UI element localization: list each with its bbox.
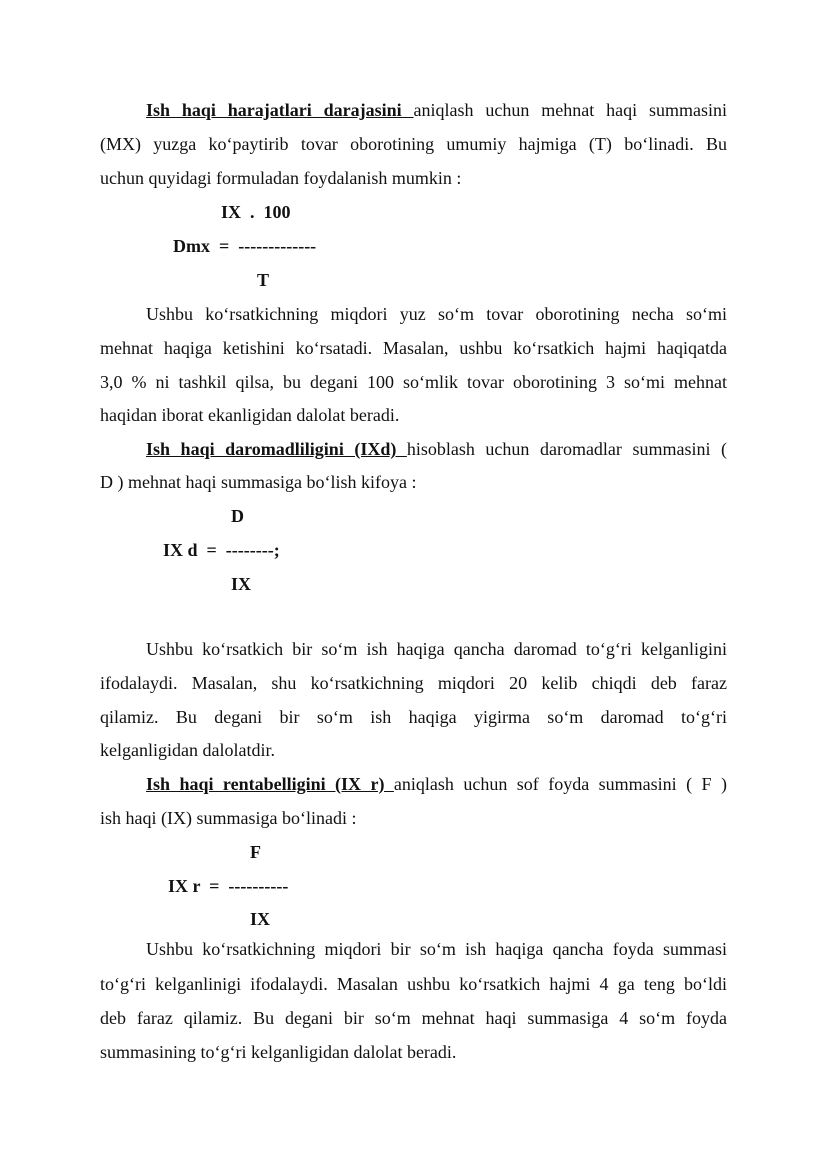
formula-3-denominator: IX bbox=[250, 909, 271, 929]
formula-1-denominator: T bbox=[257, 270, 270, 290]
paragraph-5-line-1: Ish haqi rentabelligini (IX r) aniqlash uchun sof foyda summasini ( F ) bbox=[146, 774, 727, 794]
formula-3-equation: IX r = ---------- bbox=[168, 876, 289, 896]
formula-1-equation: Dmx = ------------- bbox=[173, 236, 317, 256]
paragraph-4-line-3: qilamiz. Bu degani bir so‘m ish haqiga yigirma so‘m daromad to‘g‘ri bbox=[100, 707, 727, 727]
paragraph-6-line-3: deb faraz qilamiz. Bu degani bir so‘m mehnat haqi summasiga 4 so‘m foyda bbox=[100, 1008, 727, 1028]
paragraph-3-line-2: D ) mehnat haqi summasiga bo‘lish kifoya : bbox=[100, 472, 417, 492]
paragraph-1-line-2: (MX) yuzga ko‘paytirib tovar oborotining umumiy hajmiga (T) bo‘linadi. Bu bbox=[100, 134, 727, 154]
paragraph-6-line-4: summasining to‘g‘ri kelganligidan dalolat beradi. bbox=[100, 1042, 457, 1062]
formula-2-equation: IX d = --------; bbox=[163, 540, 280, 560]
paragraph-6-line-2: to‘g‘ri kelganlinigi ifodalaydi. Masalan ushbu ko‘rsatkich hajmi 4 ga teng bo‘ldi bbox=[100, 974, 727, 994]
formula-3-numerator: F bbox=[250, 842, 261, 862]
paragraph-2-line-3: 3,0 % ni tashkil qilsa, bu degani 100 so‘mlik tovar oborotining 3 so‘mi mehnat bbox=[100, 372, 727, 392]
paragraph-3-line-1: Ish haqi daromadliligini (IXd) hisoblash uchun daromadlar summasini ( bbox=[146, 439, 727, 459]
paragraph-4-line-4: kelganligidan dalolatdir. bbox=[100, 740, 275, 760]
paragraph-2-line-2: mehnat haqiga ketishini ko‘rsatadi. Masalan, ushbu ko‘rsatkich hajmi haqiqatda bbox=[100, 338, 727, 358]
paragraph-4-line-2: ifodalaydi. Masalan, shu ko‘rsatkichning miqdori 20 kelib chiqdi deb faraz bbox=[100, 673, 727, 693]
paragraph-5-line-2: ish haqi (IX) summasiga bo‘linadi : bbox=[100, 808, 357, 828]
formula-2-denominator: IX bbox=[231, 574, 252, 594]
paragraph-6-line-1: Ushbu ko‘rsatkichning miqdori bir so‘m ish haqiga qancha foyda summasi bbox=[146, 939, 727, 959]
paragraph-1-line-3: uchun quyidagi formuladan foydalanish mumkin : bbox=[100, 168, 462, 188]
paragraph-1-line-1: Ish haqi harajatlari darajasini aniqlash uchun mehnat haqi summasini bbox=[146, 100, 727, 120]
paragraph-2-line-4: haqidan iborat ekanligidan dalolat beradi. bbox=[100, 405, 400, 425]
paragraph-2-line-1: Ushbu ko‘rsatkichning miqdori yuz so‘m tovar oborotining necha so‘mi bbox=[146, 304, 727, 324]
heading-ish-haqi-harajatlari: Ish haqi harajatlari darajasini bbox=[146, 100, 414, 120]
heading-ish-haqi-daromadliligini: Ish haqi daromadliligini (IXd) bbox=[146, 439, 407, 459]
formula-1-numerator: IX . 100 bbox=[221, 202, 291, 222]
formula-2-numerator: D bbox=[231, 506, 244, 526]
paragraph-4-line-1: Ushbu ko‘rsatkich bir so‘m ish haqiga qancha daromad to‘g‘ri kelganligini bbox=[146, 639, 727, 659]
heading-ish-haqi-rentabelligini: Ish haqi rentabelligini (IX r) bbox=[146, 774, 394, 794]
